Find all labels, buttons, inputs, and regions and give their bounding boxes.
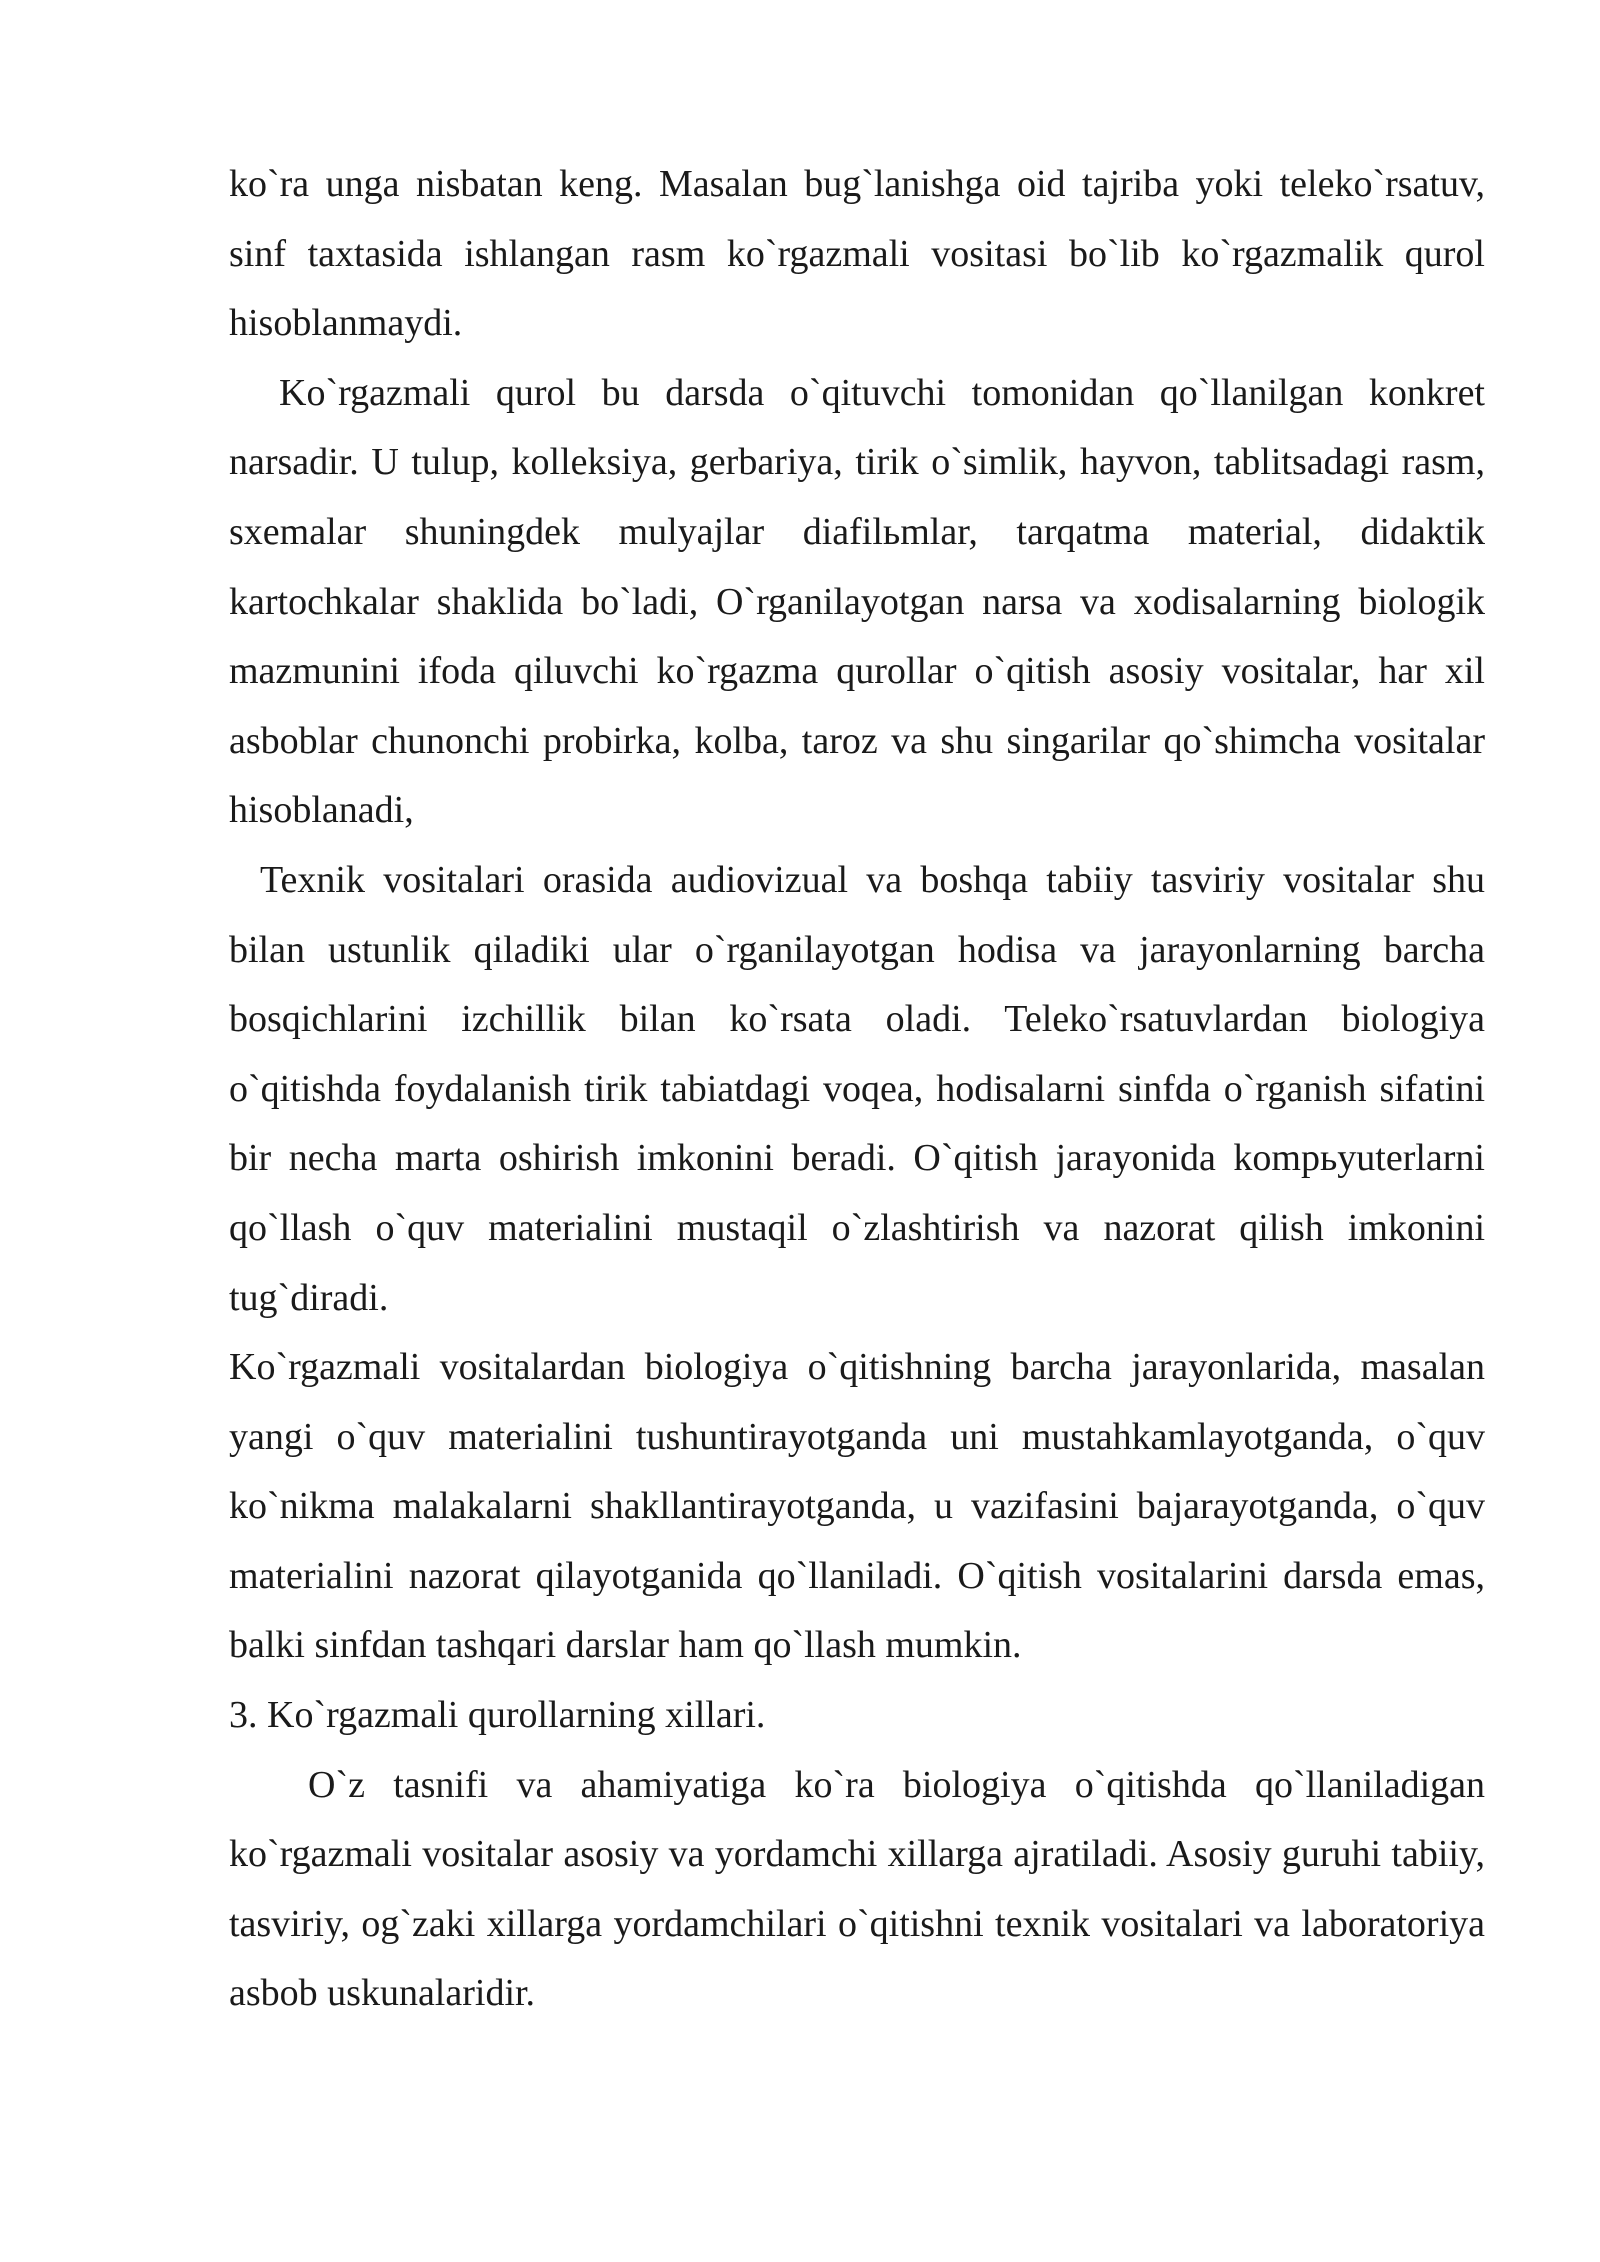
body-text — [229, 150, 1485, 2029]
paragraph-visual-aids-definition: Ko`rgazmali qurol bu darsda o`qituvchi tomonidan qo`llanilgan konkret narsadir. U tulup, kolleksiya, gerbariya, tirik o`simlik, hayvon, tablitsadagi rasm, sxemalar shuningdek mulyajlar diafilьmlar, tarqatma material, didaktik kartochkalar shaklida bo`ladi, O`rganilayotgan narsa va xodisalarning biologik mazmunini ifoda qiluvchi ko`rgazma qurollar o`qitish asosiy vositalar, har xil asboblar chunonchi probirka, kolba, taroz va shu singarilar qo`shimcha vositalar hisoblanadi, — [229, 371, 1485, 832]
paragraph-usage-stages: Ko`rgazmali vositalardan biologiya o`qitishning barcha jarayonlarida, masalan yangi o`quv materialini tushuntirayotganda uni mustahkamlayotganda, o`quv ko`nikma malakalarni shakllantirayotganda, u vazifasini bajarayotganda, o`quv materialini nazorat qilayotganida qo`llaniladi. O`qitish vositalarini darsda emas, balki sinfdan tashqari darslar ham qo`llash mumkin. — [229, 1346, 1485, 1667]
paragraph-classification: O`z tasnifi va ahamiyatiga ko`ra biologiya o`qitishda qo`llaniladigan ko`rgazmali vositalar asosiy va yordamchi xillarga ajratiladi. Asosiy guruhi tabiiy, tasviriy, og`zaki xillarga yordamchilari o`qitishni texnik vositalari va laboratoriya asbob uskunalaridir. — [229, 1763, 1485, 2015]
paragraph-technical-means: Texnik vositalari orasida audiovizual va boshqa tabiiy tasviriy vositalar shu bilan ustunlik qiladiki ular o`rganilayotgan hodisa va jarayonlarning barcha bosqichlarini izchillik bilan ko`rsata oladi. Teleko`rsatuvlardan biologiya o`qitishda foydalanish tirik tabiatdagi voqea, hodisalarni sinfda o`rganish sifatini bir necha marta oshirish imkonini beradi. O`qitish jarayonida kompьyuterlarni qo`llash o`quv materialini mustaqil o`zlashtirish va nazorat qilish imkonini tug`diradi. — [229, 858, 1485, 1319]
paragraph-continuation: ko`ra unga nisbatan keng. Masalan bug`lanishga oid tajriba yoki teleko`rsatuv, sinf taxtasida ishlangan rasm ko`rgazmali vositasi bo`lib ko`rgazmalik qurol hisoblanmaydi. — [229, 163, 1485, 345]
section-heading: 3. Ko`rgazmali qurollarning xillari. — [229, 1694, 766, 1737]
